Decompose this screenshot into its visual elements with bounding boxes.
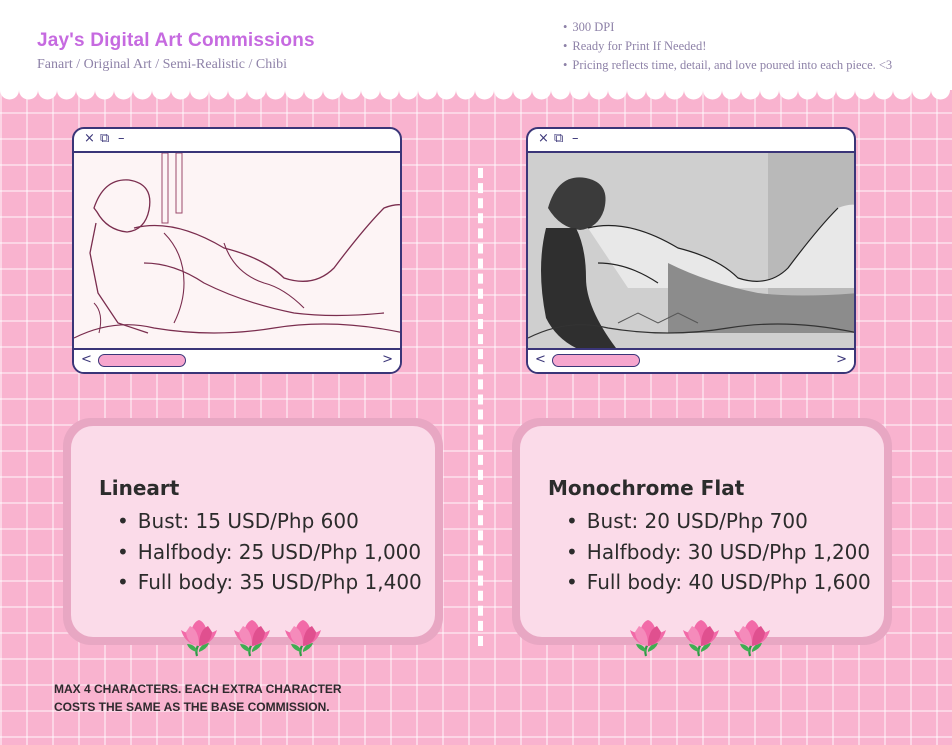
tulip-icon bbox=[175, 616, 223, 658]
note-item: • Ready for Print If Needed! bbox=[563, 37, 892, 56]
scroll-right-icon[interactable]: > bbox=[836, 352, 847, 367]
price-card-monochrome bbox=[512, 418, 892, 645]
flower-decoration bbox=[175, 616, 335, 658]
page-title: Jay's Digital Art Commissions bbox=[37, 30, 315, 51]
price-card-lineart bbox=[63, 418, 443, 645]
restore-icon[interactable]: ⧉ bbox=[554, 131, 564, 146]
tulip-icon bbox=[624, 616, 672, 658]
flower-decoration bbox=[624, 616, 784, 658]
price-item: • Bust: 20 USD/Php 700 bbox=[566, 506, 871, 537]
close-icon[interactable]: × bbox=[84, 131, 95, 146]
close-icon[interactable]: × bbox=[538, 131, 549, 146]
price-list bbox=[566, 506, 871, 598]
price-card-inner bbox=[520, 426, 884, 637]
monochrome-sample-image bbox=[528, 153, 856, 353]
tulip-icon bbox=[279, 616, 327, 658]
scroll-left-icon[interactable]: < bbox=[535, 352, 546, 367]
notes-list bbox=[563, 18, 892, 75]
tulip-icon bbox=[728, 616, 776, 658]
price-item: • Bust: 15 USD/Php 600 bbox=[117, 506, 422, 537]
price-card-inner bbox=[71, 426, 435, 637]
window-titlebar bbox=[74, 129, 400, 153]
price-item: • Full body: 35 USD/Php 1,400 bbox=[117, 567, 422, 598]
character-limit-note bbox=[54, 680, 342, 716]
lineart-sample-image bbox=[74, 153, 402, 353]
window-scrollbar[interactable] bbox=[528, 348, 854, 372]
minimize-icon[interactable]: – bbox=[572, 131, 579, 146]
note-line: COSTS THE SAME AS THE BASE COMMISSION. bbox=[54, 700, 330, 714]
tulip-icon bbox=[677, 616, 725, 658]
page-subtitle: Fanart / Original Art / Semi-Realistic / Chibi bbox=[37, 57, 288, 72]
price-item: • Halfbody: 25 USD/Php 1,000 bbox=[117, 537, 422, 568]
note-item: • 300 DPI bbox=[563, 18, 892, 37]
note-item: • Pricing reflects time, detail, and love poured into each piece. <3 bbox=[563, 56, 892, 75]
card-title: Lineart bbox=[99, 476, 180, 500]
minimize-icon[interactable]: – bbox=[118, 131, 125, 146]
tulip-icon bbox=[228, 616, 276, 658]
artwork-window-monochrome bbox=[526, 127, 856, 374]
window-titlebar bbox=[528, 129, 854, 153]
scroll-left-icon[interactable]: < bbox=[81, 352, 92, 367]
price-list bbox=[117, 506, 422, 598]
price-item: • Full body: 40 USD/Php 1,600 bbox=[566, 567, 871, 598]
note-line: MAX 4 CHARACTERS. EACH EXTRA CHARACTER bbox=[54, 682, 342, 696]
scrollbar-thumb[interactable] bbox=[98, 354, 186, 367]
scrollbar-thumb[interactable] bbox=[552, 354, 640, 367]
price-item: • Halfbody: 30 USD/Php 1,200 bbox=[566, 537, 871, 568]
scroll-right-icon[interactable]: > bbox=[382, 352, 393, 367]
artwork-window-lineart bbox=[72, 127, 402, 374]
card-title: Monochrome Flat bbox=[548, 476, 745, 500]
window-scrollbar[interactable] bbox=[74, 348, 400, 372]
center-divider bbox=[478, 168, 483, 646]
scallop-border bbox=[0, 84, 952, 102]
restore-icon[interactable]: ⧉ bbox=[100, 131, 110, 146]
header bbox=[0, 0, 952, 86]
